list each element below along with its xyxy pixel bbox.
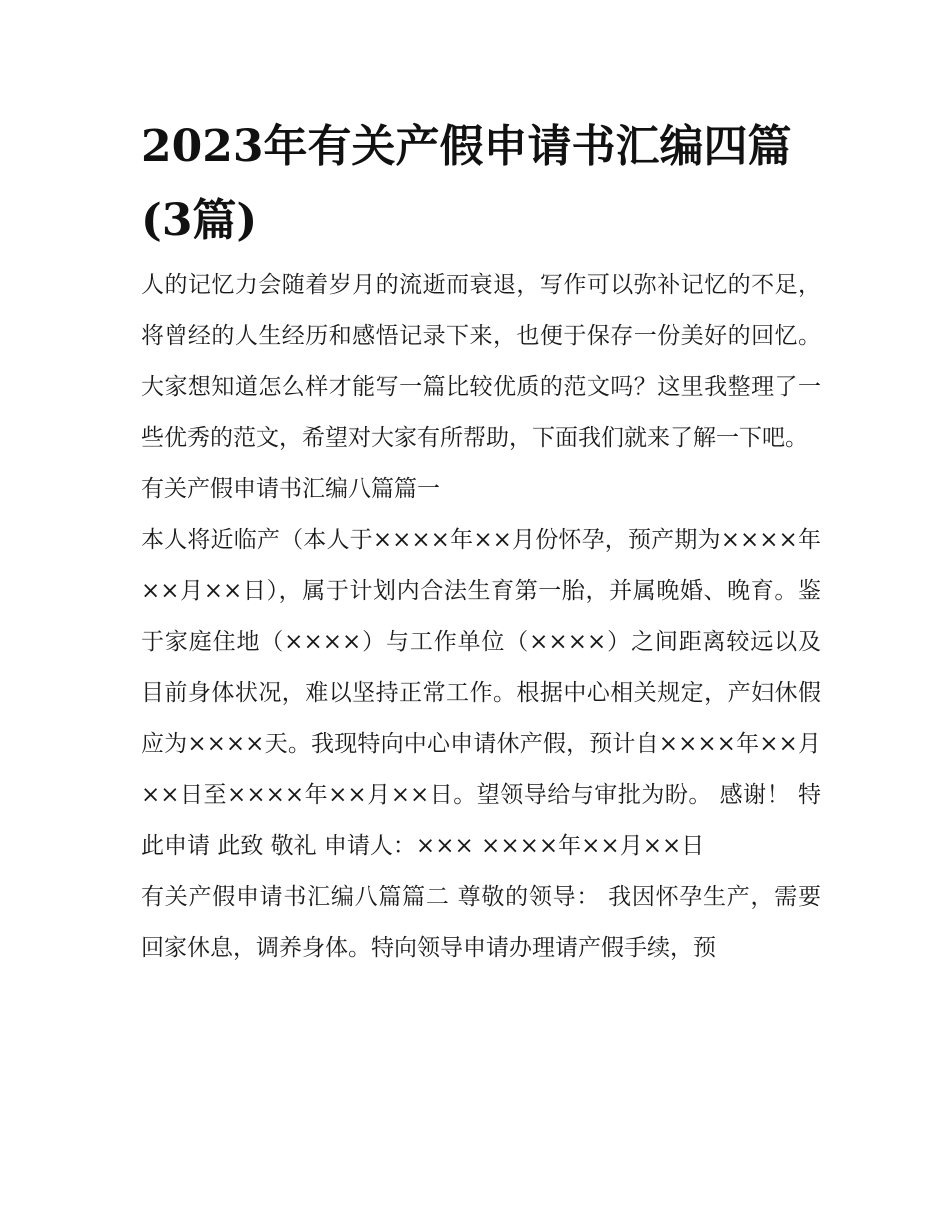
section-heading-1: 有关产假申请书汇编八篇篇一	[141, 476, 440, 502]
intro-paragraph: 人的记忆力会随着岁月的流逝而衰退，写作可以弥补记忆的不足，将曾经的人生经历和感悟记录下来，也便于保存一份美好的回忆。大家想知道怎么样才能写一篇比较优质的范文吗？这里我整理了一些优秀的范文，希望对大家有所帮助，下面我们就来了解一下吧。	[141, 272, 821, 451]
document-content	[141, 110, 821, 974]
document-title: 2023年有关产假申请书汇编四篇(3篇)	[141, 121, 792, 246]
letter-paragraph-2: 有关产假申请书汇编八篇篇二 尊敬的领导： 我因怀孕生产，需要回家休息，调养身体。特向领导申请办理请产假手续，预	[141, 884, 821, 961]
letter-paragraph-1: 本人将近临产（本人于××××年××月份怀孕，预产期为××××年××月××日），属于计划内合法生育第一胎，并属晚婚、晚育。鉴于家庭住地（××××）与工作单位（××××）之间距离较远以及目前身体状况，难以坚持正常工作。根据中心相关规定，产妇休假应为××××天。我现特向中心申请休产假，预计自××××年××月××日至××××年××月××日。望领导给与审批为盼。 感谢！ 特此申请 此致 敬礼 申请人：××× ××××年××月××日	[141, 527, 821, 859]
